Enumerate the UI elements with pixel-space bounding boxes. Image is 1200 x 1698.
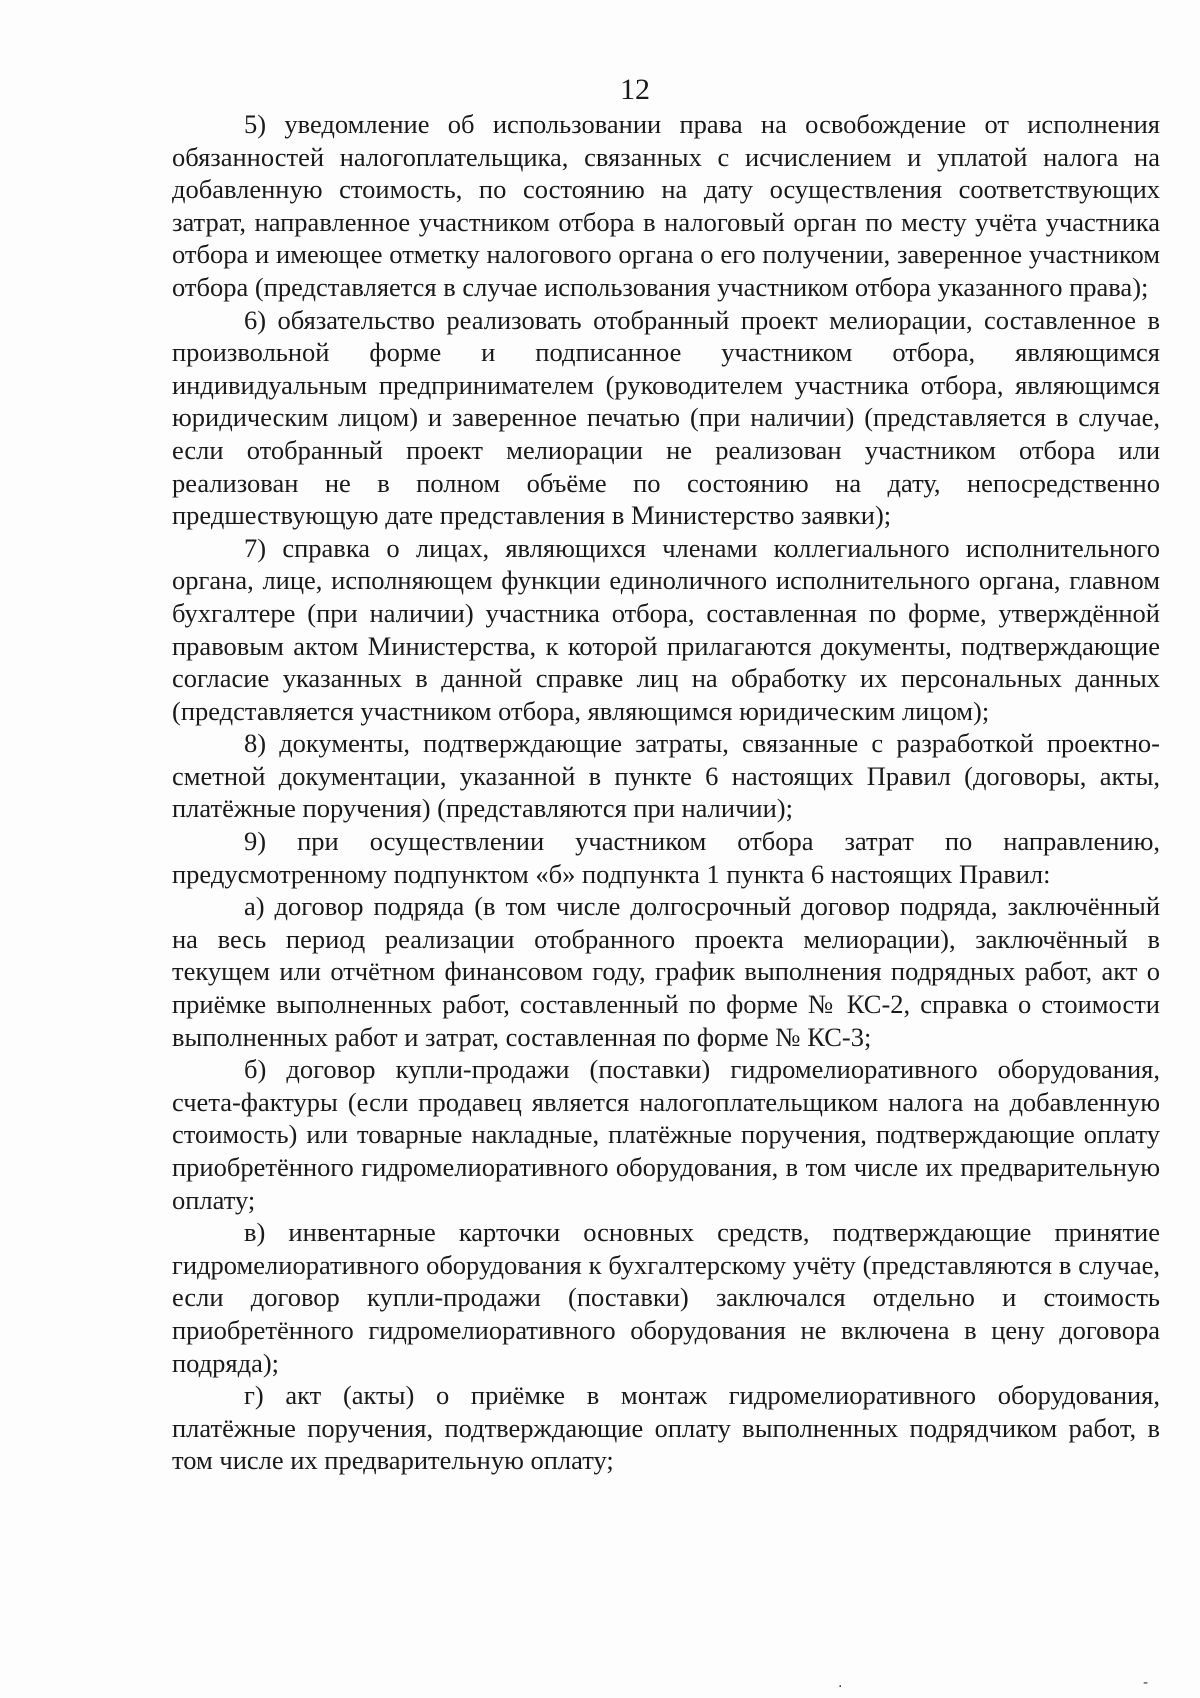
document-body <box>172 108 1160 1477</box>
scan-mark: . <box>838 1675 843 1691</box>
paragraph-item-9: 9) при осуществлении участником отбора затрат по направлению, предусмотренному подпунктом «б» подпункта 1 пункта 6 настоящих Правил: <box>172 826 1160 889</box>
paragraph-subitem-a: а) договор подряда (в том числе долгосрочный договор подряда, заключённый на весь период реализации отобранного проекта мелиорации), заключённый в текущем или отчётном финансовом году, график выполнения подрядных работ, акт о приёмке выполненных работ, составленный по форме № КС-2, справка о стоимости выполненных работ и затрат, составленная по форме № КС-3; <box>172 891 1160 1052</box>
paragraph-item-6: 6) обязательство реализовать отобранный проект мелиорации, составленное в произвольной форме и подписанное участником отбора, являющимся индивидуальным предпринимателем (руководителем участника отбора, являющимся юридическим лицом) и заверенное печатью (при наличии) (представляется в случае, если отобранный проект мелиорации не реализован участником отбора или реализован не в полном объёме по состоянию на дату, непосредственно предшествующую дате представления в Министерство заявки); <box>172 304 1160 531</box>
paragraph-subitem-b: б) договор купли-продажи (поставки) гидромелиоративного оборудования, счета-фактуры (если продавец является налогоплательщиком налога на добавленную стоимость) или товарные накладные, платёжные поручения, подтверждающие оплату приобретённого гидромелиоративного оборудования, в том числе их предварительную оплату; <box>172 1054 1160 1215</box>
paragraph-item-7: 7) справка о лицах, являющихся членами коллегиального исполнительного органа, лице, исполняющем функции единоличного исполнительного органа, главном бухгалтере (при наличии) участника отбора, составленная по форме, утверждённой правовым актом Министерства, к которой прилагаются документы, подтверждающие согласие указанных в данной справке лиц на обработку их персональных данных (представляется участником отбора, являющимся юридическим лицом); <box>172 532 1160 726</box>
paragraph-item-8: 8) документы, подтверждающие затраты, связанные с разработкой проектно-сметной документации, указанной в пункте 6 настоящих Правил (договоры, акты, платёжные поручения) (представляются при наличии); <box>172 728 1160 824</box>
paragraph-subitem-g: г) акт (акты) о приёмке в монтаж гидромелиоративного оборудования, платёжные поручения, подтверждающие оплату выполненных подрядчиком работ, в том числе их предварительную оплату; <box>172 1380 1160 1476</box>
paragraph-subitem-v: в) инвентарные карточки основных средств, подтверждающие принятие гидромелиоративного оборудования к бухгалтерскому учёту (представляются в случае, если договор купли-продажи (поставки) заключался отдельно и стоимость приобретённого гидромелиоративного оборудования не включена в цену договора подряда); <box>172 1217 1160 1378</box>
scan-mark: - <box>1143 1675 1149 1691</box>
page-number: 12 <box>620 73 650 106</box>
paragraph-item-5: 5) уведомление об использовании права на освобождение от исполнения обязанностей налогоплательщика, связанных с исчислением и уплатой налога на добавленную стоимость, по состоянию на дату осуществления соответствующих затрат, направленное участником отбора в налоговый орган по месту учёта участника отбора и имеющее отметку налогового органа о его получении, заверенное участником отбора (представляется в случае использования участником отбора указанного права); <box>172 109 1160 302</box>
